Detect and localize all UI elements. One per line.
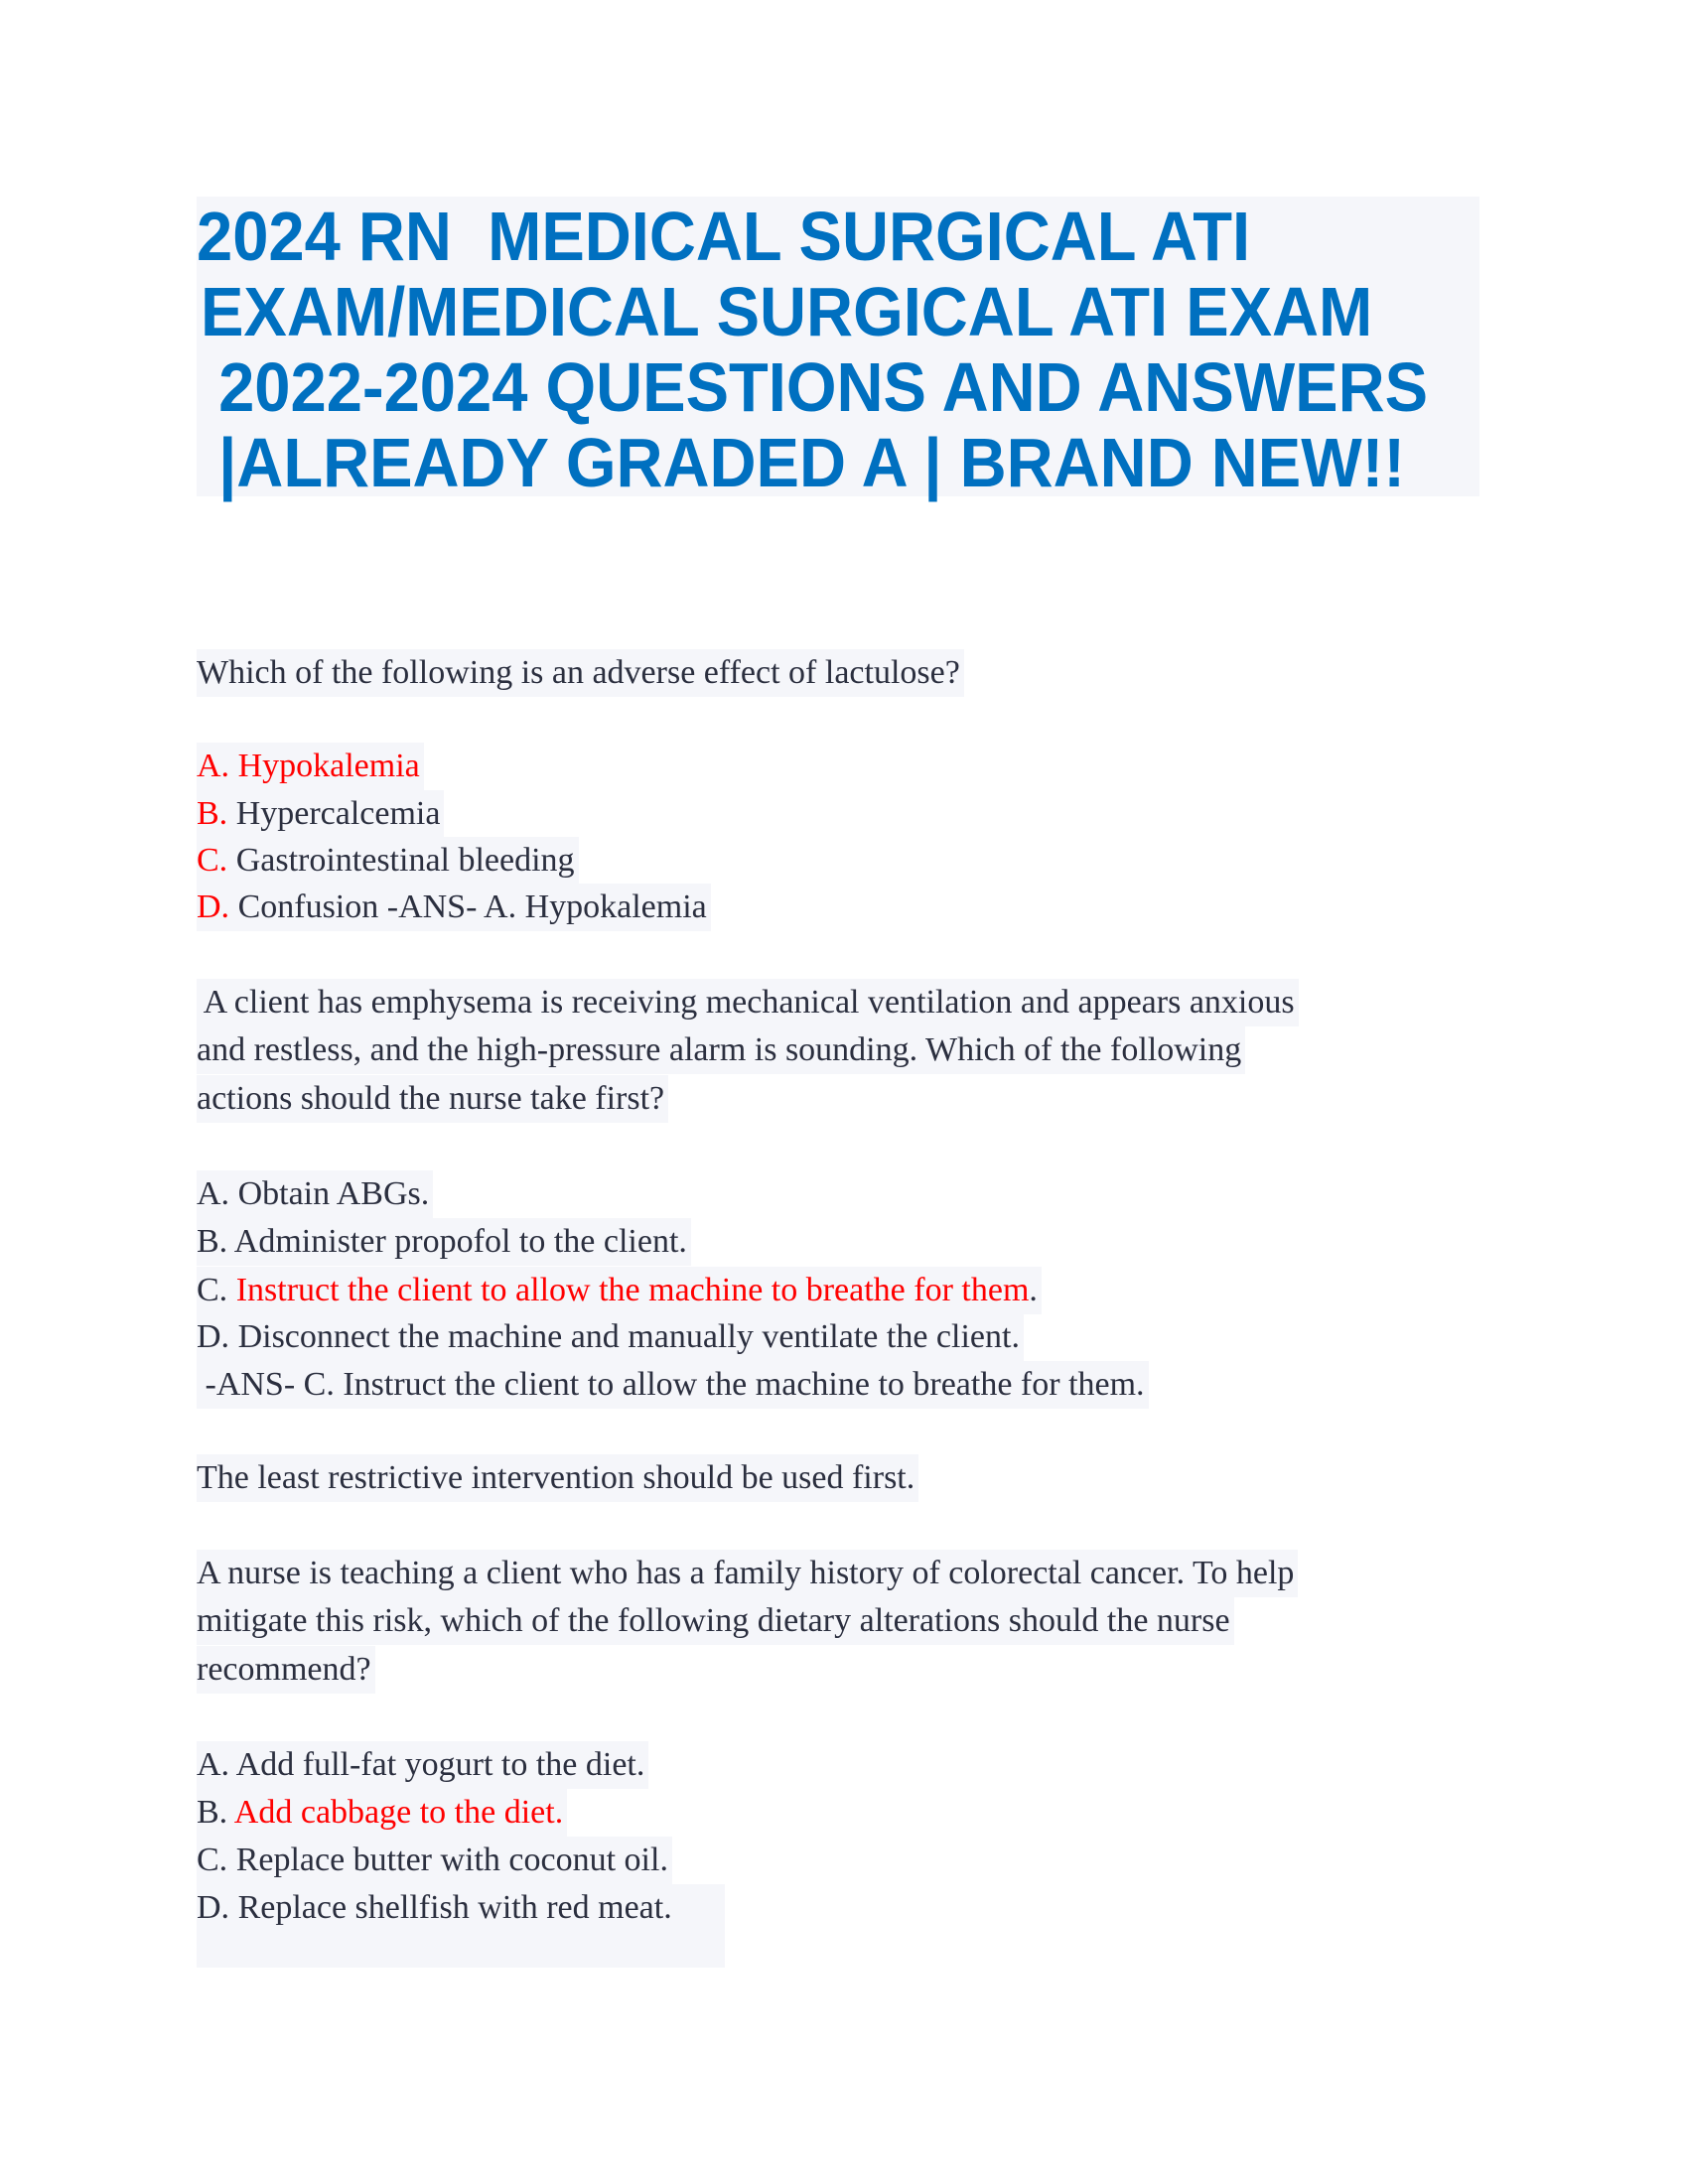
option-letter: C. <box>197 1272 228 1308</box>
q1-option-a <box>197 743 424 790</box>
option-text: Instruct the client to allow the machine to breathe for them <box>227 1272 1030 1308</box>
q2-answer <box>197 1361 1149 1409</box>
question-2-line <box>197 1026 1245 1074</box>
q1-option-c <box>197 837 579 885</box>
rationale-text: The least restrictive intervention should be used first. <box>197 1454 918 1502</box>
question-text: recommend? <box>197 1646 375 1694</box>
question-2-line <box>197 1075 668 1123</box>
question-text: and restless, and the high-pressure alarm is sounding. Which of the following <box>197 1026 1245 1074</box>
q3-option-a <box>197 1741 648 1789</box>
question-text: mitigate this risk, which of the following dietary alterations should the nurse <box>197 1597 1234 1645</box>
option-letter: B. <box>197 795 228 832</box>
q1-option-d <box>197 884 711 931</box>
q2-rationale <box>197 1454 918 1502</box>
option-letter: A. <box>197 1175 230 1212</box>
question-text: Which of the following is an adverse effect of lactulose? <box>197 649 964 697</box>
option-text: Add cabbage to the diet. <box>227 1794 564 1831</box>
q3-option-b <box>197 1789 567 1837</box>
option-letter: A. <box>197 1746 230 1783</box>
option-text: Replace butter with coconut oil. <box>227 1842 668 1878</box>
option-text: Add full-fat yogurt to the diet. <box>229 1746 645 1783</box>
option-text: Obtain ABGs. <box>229 1175 430 1212</box>
question-3-line <box>197 1597 1234 1645</box>
q1-option-b <box>197 790 444 838</box>
option-letter: D. <box>197 1318 230 1355</box>
option-suffix: . <box>1029 1272 1038 1308</box>
option-letter: D. <box>197 888 230 925</box>
title-line: |ALREADY GRADED A | BRAND NEW!! <box>201 424 1406 501</box>
option-letter: B. <box>197 1794 228 1831</box>
question-3-line <box>197 1550 1298 1597</box>
option-text: Confusion -ANS- A. Hypokalemia <box>229 888 707 925</box>
q3-option-c <box>197 1837 672 1884</box>
question-1 <box>197 649 964 697</box>
option-text: Disconnect the machine and manually ventilate the client. <box>229 1318 1020 1355</box>
question-3-line <box>197 1646 375 1694</box>
option-text: Gastrointestinal bleeding <box>227 842 575 879</box>
answer-text: -ANS- C. Instruct the client to allow the machine to breathe for them. <box>197 1361 1149 1409</box>
title-line: EXAM/MEDICAL SURGICAL ATI EXAM <box>201 273 1373 350</box>
q2-option-b <box>197 1218 691 1266</box>
option-text: Replace shellfish with red meat. <box>229 1889 672 1926</box>
q2-option-d <box>197 1313 1024 1361</box>
option-letter: A. <box>197 748 230 784</box>
option-letter: C. <box>197 842 228 879</box>
title-line: 2024 RN MEDICAL SURGICAL ATI <box>197 198 1251 275</box>
option-letter: C. <box>197 1842 228 1878</box>
option-text: Administer propofol to the client. <box>227 1223 687 1260</box>
option-letter: B. <box>197 1223 228 1260</box>
q2-option-a <box>197 1170 433 1218</box>
option-letter: D. <box>197 1889 230 1926</box>
option-text: Hypercalcemia <box>227 795 441 832</box>
q3-option-d <box>197 1884 725 1932</box>
question-text: A client has emphysema is receiving mechanical ventilation and appears anxious <box>197 979 1299 1026</box>
question-text: actions should the nurse take first? <box>197 1075 668 1123</box>
q2-option-c <box>197 1267 1042 1314</box>
empty-highlight-line <box>197 1932 725 1968</box>
option-text: Hypokalemia <box>229 748 420 784</box>
question-2-line <box>197 979 1299 1026</box>
question-text: A nurse is teaching a client who has a family history of colorectal cancer. To help <box>197 1550 1298 1597</box>
title-line: 2022-2024 QUESTIONS AND ANSWERS <box>201 348 1429 426</box>
document-title-block <box>197 197 1479 501</box>
